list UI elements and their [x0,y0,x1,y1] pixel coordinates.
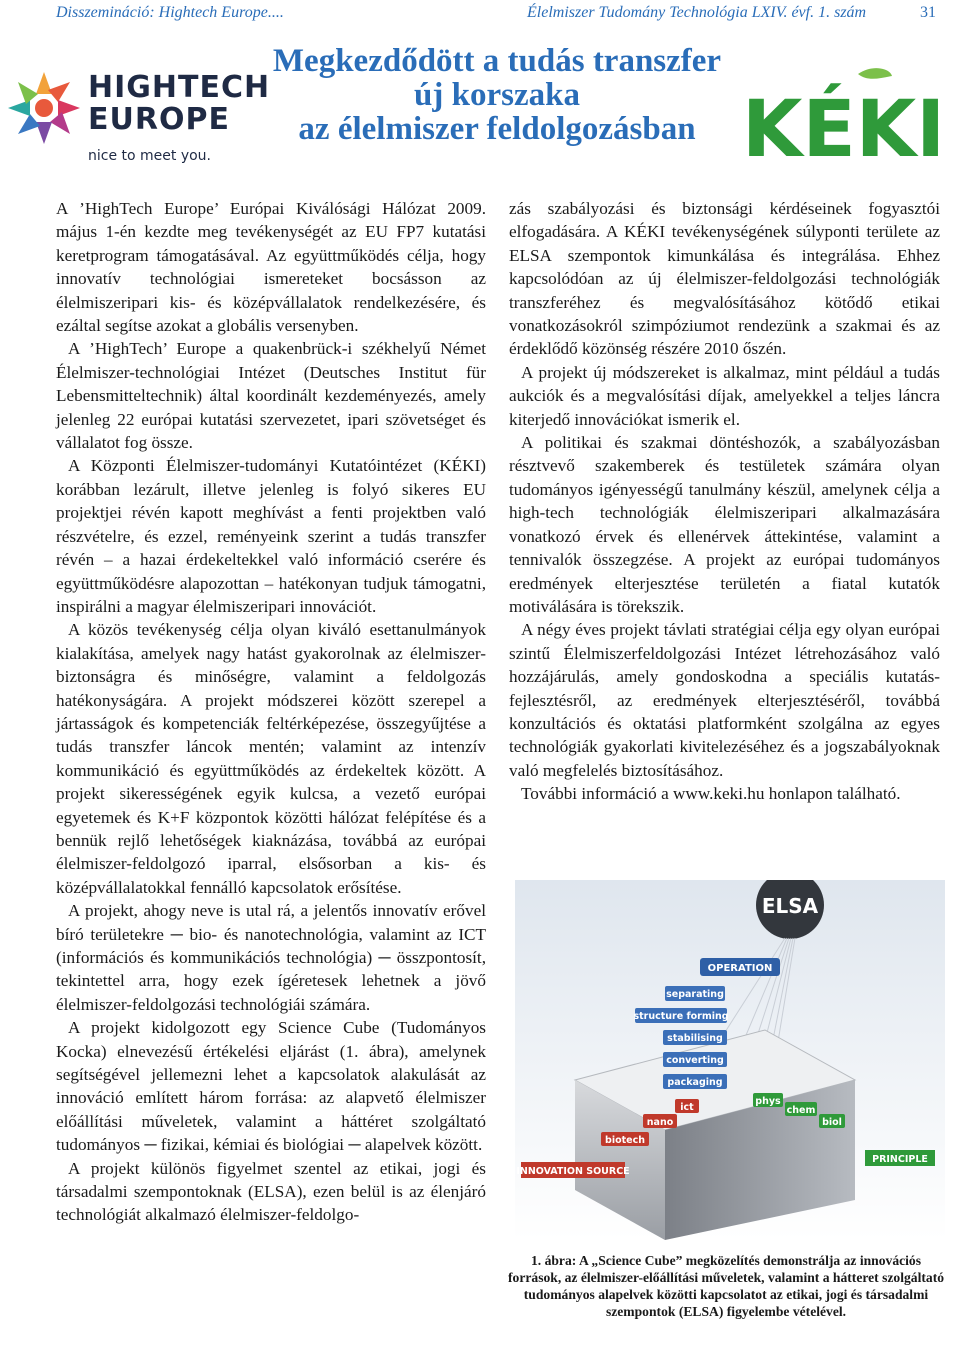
paragraph: zás szabályozási és biztonsági kérdéseinek fogyasztói elfogadására. A KÉKI tevékenységének súlyponti területe az ELSA szempontok kimunkálása és integrálása. Ehhez kapcsolódóan az új élelmiszer-feldolgozási technológiák transzferéhez és megvalósításához kötődő etikai vonatkozásokról szimpóziumot rendezünk a szakmai és az érdeklődő közönség részére 2010 őszén. [509,199,940,359]
paragraph: A négy éves projekt távlati stratégiai célja egy olyan európai szintű Élelmiszerfeldolgozási Intézet létrehozásához való hozzájárulás, amely gondoskodna a speciális kutatás-fejlesztésről, az eredmények elterjesztéséről, továbbá konzultációs és oktatási platformként szolgálna az egyes technológiák gyakorlati kivitelezéséhez és a jogszabályoknak való megfelelés biztosításához. [509,620,940,780]
paragraph: A ’HighTech Europe’ Európai Kiválósági Hálózat 2009. május 1-én kezdte meg tevékenységét az EU FP7 kutatási keretprogram támogatásával. Az együttműködés célja, hogy innovatív technológiai ismereteket bocsásson az élelmiszeripari kis- és középvállalatok rendelkezésére, és ezáltal segítse azokat a globális versenyben. [56,199,486,336]
hightech-tagline: nice to meet you. [88,148,212,164]
hightech-line1: HIGHTECH [88,70,271,105]
paragraph: A közös tevékenység célja olyan kiváló esettanulmányok kialakítása, amelyek nagy hatást gyakorolnak az élelmiszer-biztonságra és minőségre, valamint a feldolgozás hatékonyságára. A projekt módszerei között szerepel a jártasságok és kompetenciák feltérképezése, összegyűjtése a tudás transzfer láncok mentén; valamint az intenzív kommunikáció és együttműködés az érdekeltek között. A projekt sikerességének egyik kulcsa, a vezető európai egyetemek és K+F központok közötti hálózat felépítése és a bennük rejlő lehetőségek kiaknázása, továbbá az európai élelmiszer-feldolgozó iparral, elsősorban a kis- és középvállalatokkal fennálló kapcsolatok erősítése. [56,620,486,897]
right-column [509,197,940,806]
paragraph: További információ a www.keki.hu honlapon található. [521,784,901,804]
op-stabilising: stabilising [667,1033,723,1044]
principle-phys: phys [755,1096,781,1107]
figure-caption: 1. ábra: A „Science Cube” megközelítés demonstrálja az innovációs források, az élelmiszer-előállítási műveletek, valamint a hátteret szolgáltató tudományos alapelvek közötti kapcsolatot az etikai, jogi és társadalmi szempontok (ELSA) figyelembe vételével. [508,1253,945,1319]
science-cube-figure [515,880,945,1240]
running-header [0,0,960,28]
left-column [56,197,486,1227]
title-line-2: új korszaka [414,77,580,113]
header-journal: Élelmiszer Tudomány Technológia LXIV. évf. 1. szám [527,4,867,21]
paragraph: A projekt kidolgozott egy Science Cube (Tudományos Kocka) elnevezésű értékelési eljárást (1. ábra), amelynek segítségével jellemezni lehet a kapcsolatok alakulását az innováció említett három forrása: az alapvető élelmiszer előállítási műveletek, valamint a háttéret szolgáltató tudományos ─ fizikai, kémiai és biológiai ─ alapelvek között. [56,1018,486,1155]
op-structure-forming: structure forming [633,1011,729,1022]
svg-text:KÉKI: KÉKI [742,85,946,164]
principle-biol: biol [822,1117,842,1128]
header-section: Disszemináció: Hightech Europe.... [56,4,284,21]
paragraph: A politikai és szakmai döntéshozók, a szabályozásban résztvevő szakemberek és testületek számára olyan tudományos igényességű tanulmány készül, amelynek célja a high-tech technológiák élelmiszeripari alkalmazására vonatkozó érvek és ellenérvek áttekintése, valamint a tennivalók összegzése. A projekt az európai tudományos eredmények elterjesztése területén a fiatal kutatók motiválására is törekszik. [509,433,940,616]
op-packaging: packaging [667,1077,723,1088]
sci-nano: nano [646,1117,674,1128]
keki-logo-icon [740,64,955,164]
page-number: 31 [920,4,936,21]
operation-label: OPERATION [707,963,773,974]
sci-biotech: biotech [605,1135,645,1146]
paragraph: A projekt új módszereket is alkalmaz, mint például a tudás aukciók és a megvalósítási díjak, amelyekkel a teljes láncra kiterjedő innovációkat ismerik el. [509,362,940,429]
paragraph: A Központi Élelmiszer-tudományi Kutatóintézet (KÉKI) korábban lezárult, illetve jelenleg is folyó sikeres EU projektjei révén kapott meghívást a fenti projektben való részvételre, és ezzel, reményeink szerint a tudás transzfer révén – a hazai érdekeltekkel való információ cserére és együttműködésre alapozottan – hatékonyan tudjuk támogatni, inspirálni a magyar élelmiszeripari innovációt. [56,456,486,616]
elsa-label: ELSA [761,894,819,918]
paragraph: A projekt különös figyelmet szentel az etikai, jogi és társadalmi szempontoknak (ELSA), ezen belül is az élenjáró technológiát alkalmazó élelmiszer-feldolgo- [56,1158,486,1225]
principle-chem: chem [786,1105,816,1116]
op-separating: separating [666,989,724,1000]
hightech-wordmark [88,72,270,164]
sci-ict: ict [680,1102,694,1113]
title-line-1: Megkezdődött a tudás transzfer [272,43,722,79]
innovation-source-label: INNOVATION SOURCE [516,1166,630,1177]
page-title [262,44,732,146]
hightech-line2: EUROPE [88,102,230,137]
principle-label: PRINCIPLE [872,1154,928,1165]
title-line-3: az élelmiszer feldolgozásban [298,111,696,147]
paragraph: A ’HighTech’ Europe a quakenbrück-i székhelyű Német Élelmiszer-technológiai Intézet (Deutsches Institut für Lebensmitteltechnik) által koordinált kezdeményezés, amely jelenleg 22 európai kutatási szervezetet, ipari szövetséget és vállalatot fog össze. [56,339,486,453]
op-converting: converting [666,1055,724,1066]
paragraph: A projekt, ahogy neve is utal rá, a jelentős innovatív erővel bíró területekre ─ bio- és nanotechnológia, valamint az ICT (információs és kommunikációs technológia) ─ összpontosít, tekintettel arra, hogy ezek ígéretesek lehetnek a jövő élelmiszer-feldolgozási technológiái számára. [56,901,486,1014]
